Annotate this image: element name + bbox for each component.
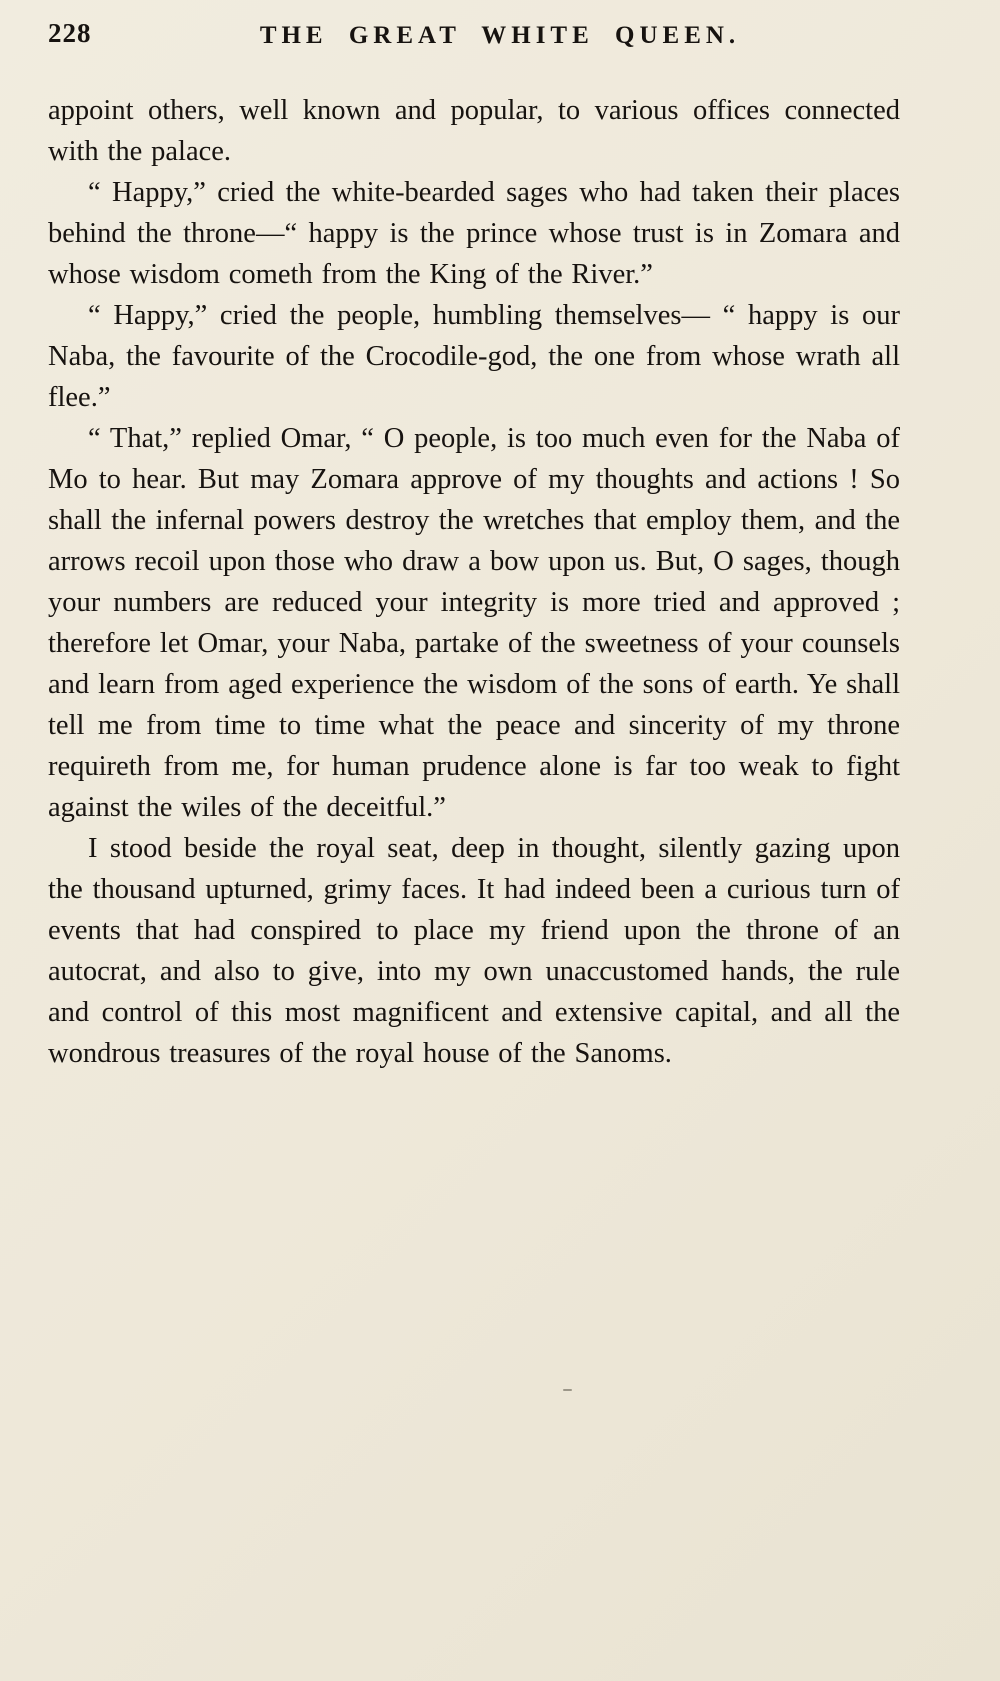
paragraph: appoint others, well known and popular, to various offices connected with the palace. bbox=[48, 95, 900, 167]
running-title: THE GREAT WHITE QUEEN. bbox=[259, 22, 741, 49]
page-number: 228 bbox=[48, 18, 92, 48]
paragraph: “ That,” replied Omar, “ O people, is too much even for the Naba of Mo to hear. But may Zomara approve of my thoughts and actions ! So shall the infernal powers destroy the wretches that employ them, and the arrows recoil upon those who draw a bow upon us. But, O sages, though your numbers are reduced your integrity is more tried and approved ; therefore let Omar, your Naba, partake of the sweetness of your counsels and learn from aged experience the wisdom of the sons of earth. Ye shall tell me from time to time what the peace and sincerity of my throne requireth from me, for human prudence alone is far too weak to fight against the wiles of the deceitful.” bbox=[48, 423, 900, 823]
scan-artifact bbox=[563, 1389, 572, 1391]
page-header bbox=[0, 0, 1000, 68]
paragraph: “ Happy,” cried the white-bearded sages who had taken their places behind the throne—“ happy is the prince whose trust is in Zomara and whose wisdom cometh from the King of the River.” bbox=[48, 177, 900, 290]
paragraph: I stood beside the royal seat, deep in thought, silently gazing upon the thousand upturned, grimy faces. It had indeed been a curious turn of events that had conspired to place my friend upon the throne of an autocrat, and also to give, into my own unaccustomed hands, the rule and control of this most magnificent and extensive capital, and all the wondrous treasures of the royal house of the Sanoms. bbox=[48, 833, 900, 1069]
paragraph: “ Happy,” cried the people, humbling themselves— “ happy is our Naba, the favourite of the Crocodile-god, the one from whose wrath all flee.” bbox=[48, 300, 900, 413]
page-body bbox=[0, 68, 1000, 1074]
